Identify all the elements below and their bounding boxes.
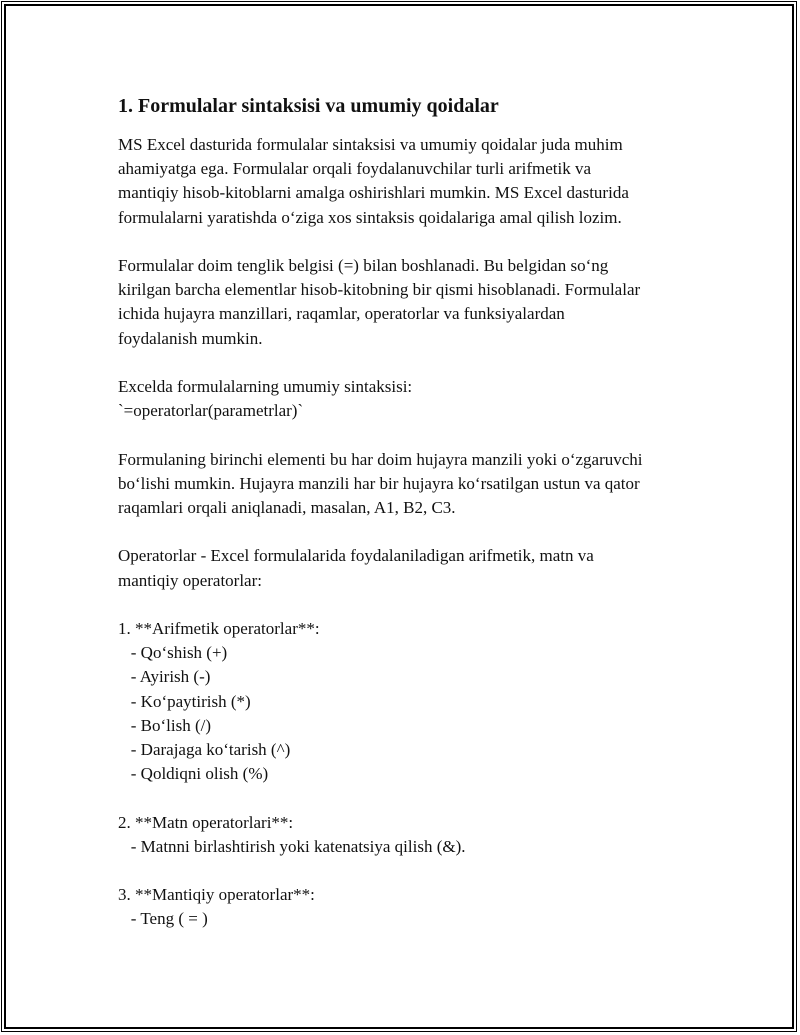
list-logical-operators <box>118 883 718 931</box>
paragraph-first-element <box>118 448 718 521</box>
list-item: - Ayirish (-) <box>118 667 211 687</box>
paragraph-line: MS Excel dasturida formulalar sintaksisi va umumiy qoidalar juda muhim <box>118 135 623 154</box>
list-heading: 3. **Mantiqiy operatorlar**: <box>118 885 315 905</box>
paragraph-line: Excelda formulalarning umumiy sintaksisi: <box>118 377 413 396</box>
list-item: - Qo‘shish (+) <box>118 643 228 663</box>
paragraph-equals-rule <box>118 254 718 351</box>
blank-line <box>118 786 718 810</box>
section-heading: 1. Formulalar sintaksisi va umumiy qoidalar <box>118 95 499 117</box>
blank-line <box>118 423 718 447</box>
blank-line <box>118 593 718 617</box>
paragraph-line: Formulaning birinchi elementi bu har doim hujayra manzili yoki o‘zgaruvchi <box>118 449 643 469</box>
paragraph-line: foydalanish mumkin. <box>118 328 263 348</box>
list-item: - Darajaga ko‘tarish (^) <box>118 740 291 759</box>
list-item: - Qoldiqni olish (%) <box>118 764 269 784</box>
list-item: - Teng ( = ) <box>118 909 208 929</box>
paragraph-intro <box>118 133 718 230</box>
list-item: - Bo‘lish (/) <box>118 715 212 735</box>
paragraph-line: Operatorlar - Excel formulalarida foydalaniladigan arifmetik, matn va <box>118 546 594 566</box>
blank-line <box>118 520 718 544</box>
paragraph-line: ahamiyatga ega. Formulalar orqali foydalanuvchilar turli arifmetik va <box>118 159 591 179</box>
blank-line <box>118 230 718 254</box>
list-text-operators <box>118 811 718 859</box>
syntax-example: `=operatorlar(parametrlar)` <box>118 401 304 421</box>
list-item: - Matnni birlashtirish yoki katenatsiya qilish (&). <box>118 836 466 856</box>
paragraph-line: ichida hujayra manzillari, raqamlar, operatorlar va funksiyalardan <box>118 304 565 324</box>
paragraph-line: kirilgan barcha elementlar hisob-kitobning bir qismi hisoblanadi. Formulalar <box>118 280 641 300</box>
blank-line <box>118 859 718 883</box>
paragraph-line: raqamlari orqali aniqlanadi, masalan, A1, B2, C3. <box>118 498 456 517</box>
paragraph-line: bo‘lishi mumkin. Hujayra manzili har bir hujayra ko‘rsatilgan ustun va qator <box>118 473 640 493</box>
paragraph-line: mantiqiy hisob-kitoblarni amalga oshirishlari mumkin. MS Excel dasturida <box>118 183 629 203</box>
paragraph-syntax <box>118 375 718 423</box>
paragraph-line: formulalarni yaratishda o‘ziga xos sintaksis qoidalariga amal qilish lozim. <box>118 207 622 227</box>
paragraph-line: mantiqiy operatorlar: <box>118 570 262 590</box>
list-heading: 2. **Matn operatorlari**: <box>118 812 294 832</box>
list-arithmetic-operators <box>118 617 718 786</box>
list-item: - Ko‘paytirish (*) <box>118 691 251 711</box>
paragraph-operators <box>118 544 718 592</box>
document-body <box>118 93 718 932</box>
paragraph-line: Formulalar doim tenglik belgisi (=) bilan boshlanadi. Bu belgidan so‘ng <box>118 256 609 275</box>
list-heading: 1. **Arifmetik operatorlar**: <box>118 618 320 638</box>
blank-line <box>118 351 718 375</box>
